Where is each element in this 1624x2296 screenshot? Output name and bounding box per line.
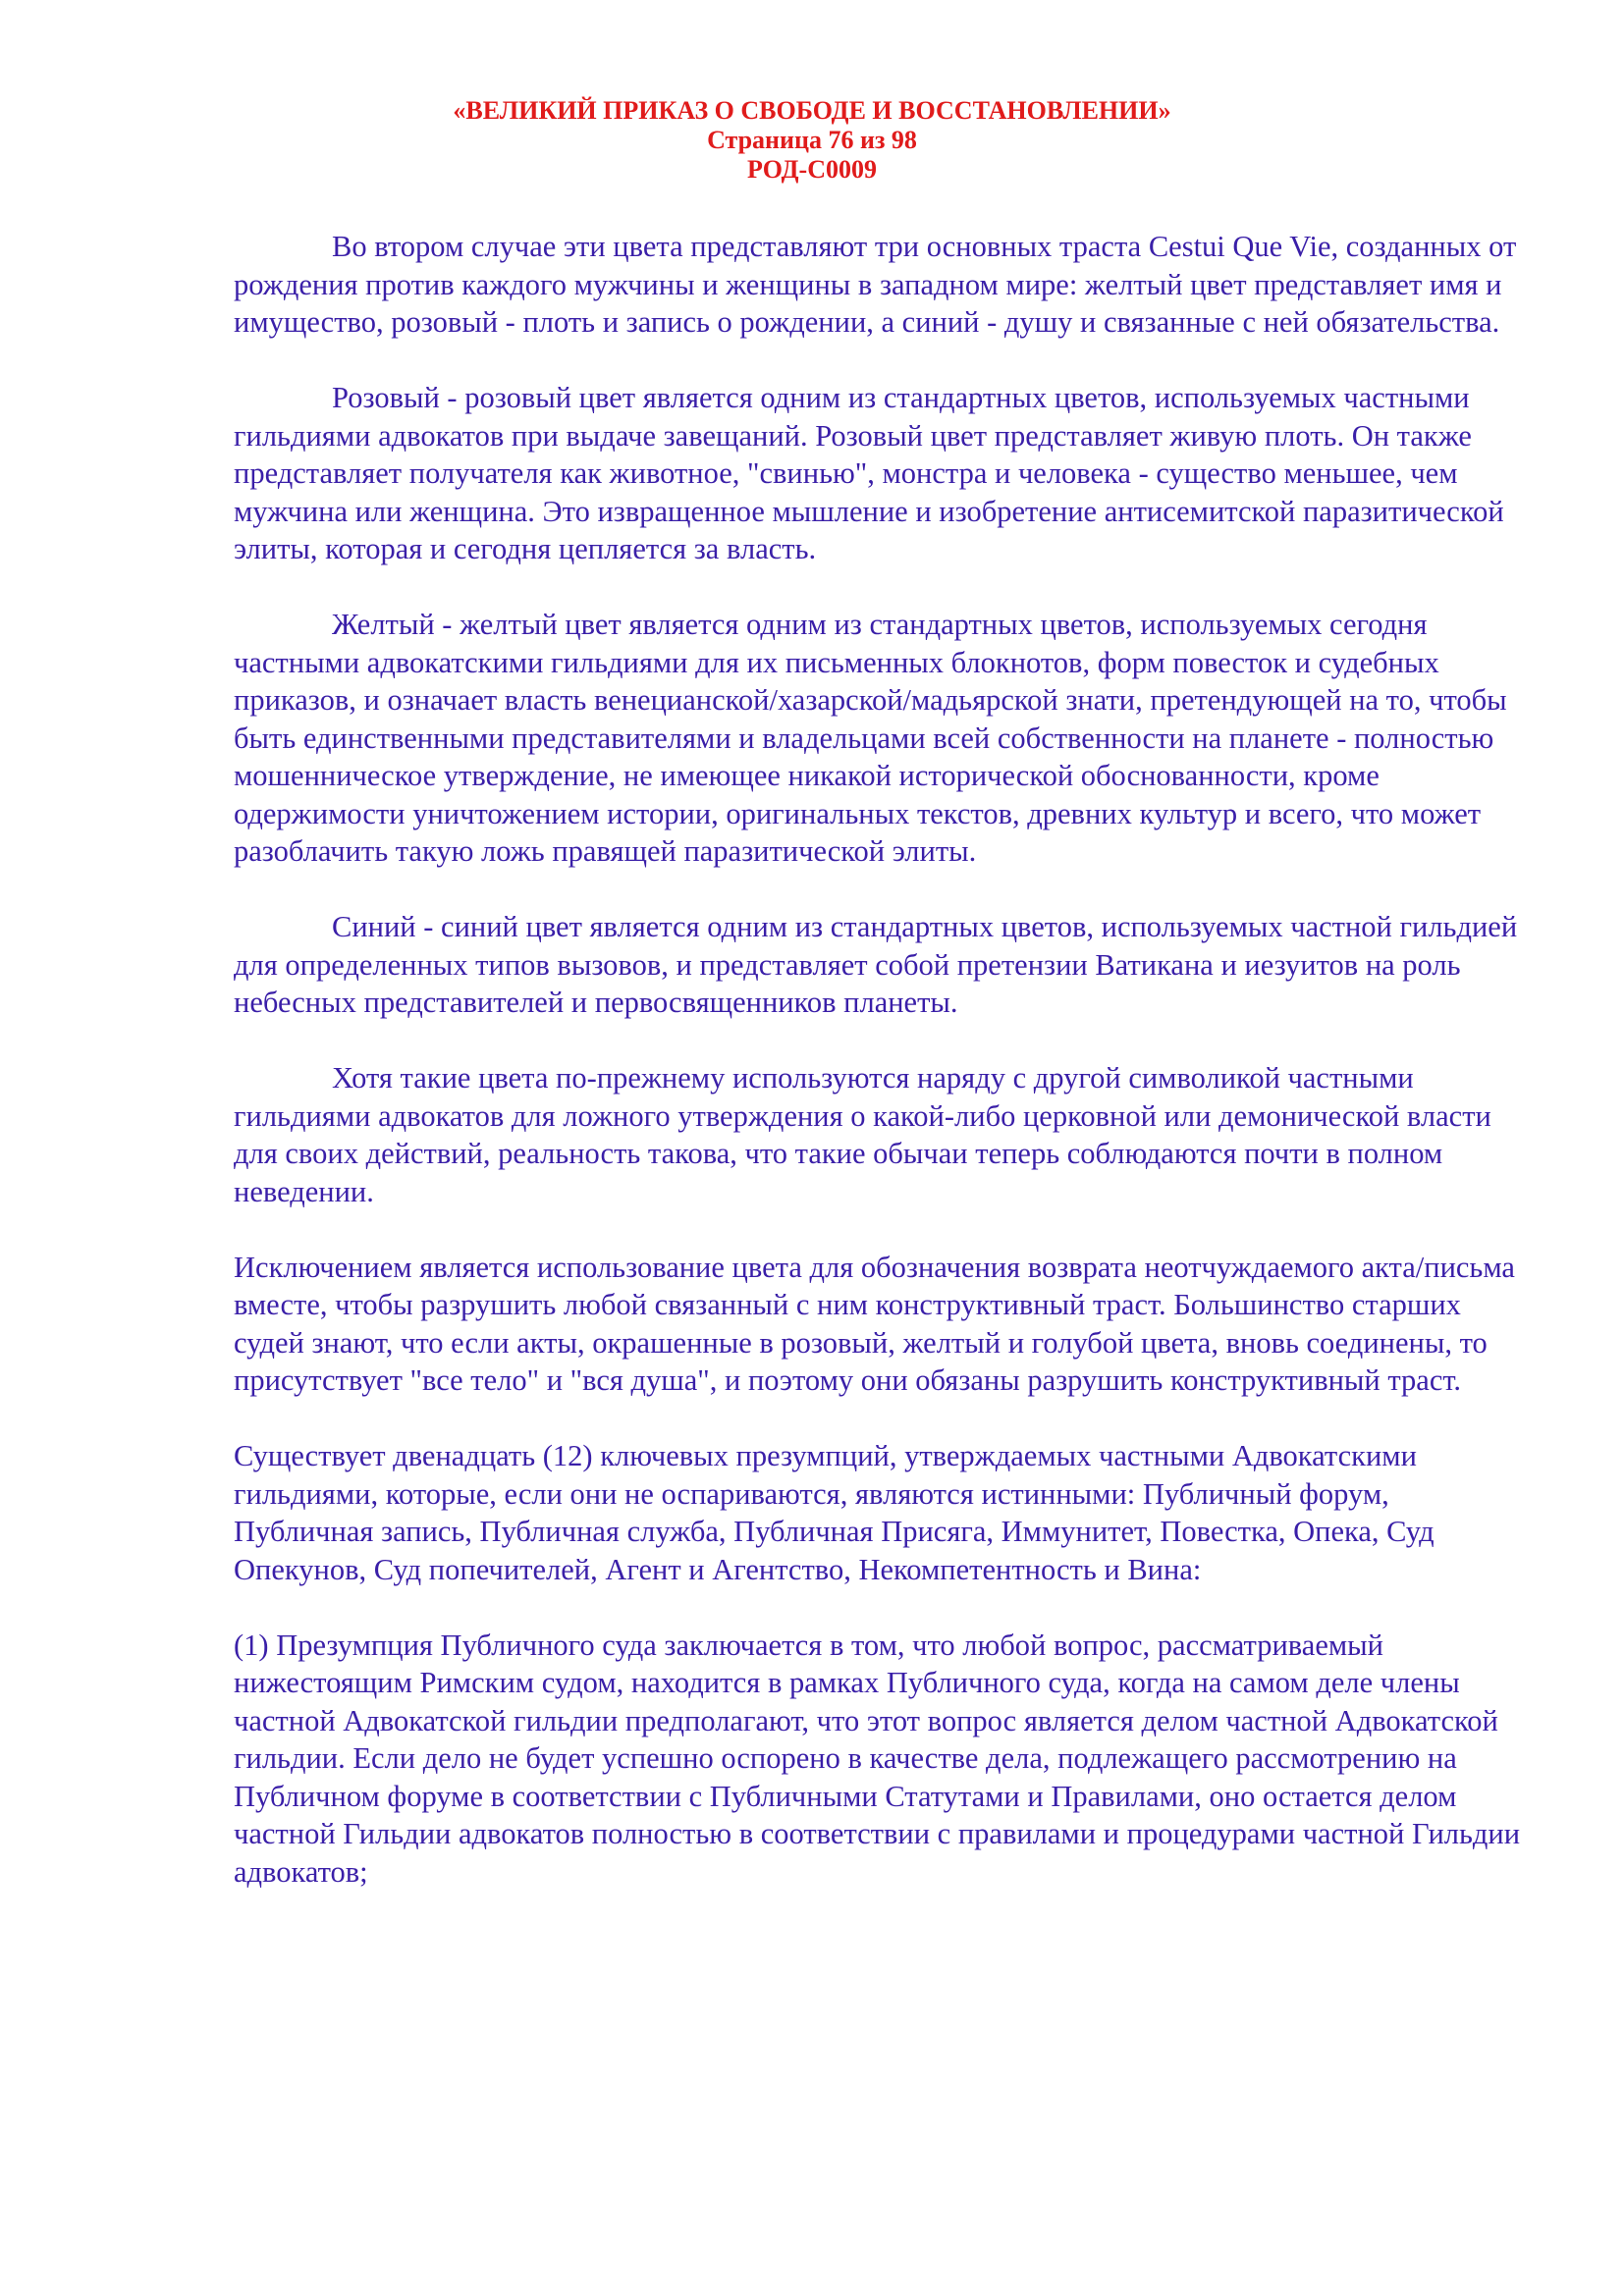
paragraph-pink: Розовый - розовый цвет является одним из стандартных цветов, используемых частными гильдиями адвокатов при выдаче завещаний. Розовый цвет представляет живую плоть. Он также представляет получателя как животное, "свинью", монстра и человека - существо меньшее, чем мужчина или женщина. Это извращенное мышление и изобретение антисемитской паразитической элиты, которая и сегодня цепляется за власть. [234, 381, 1504, 565]
paragraph-symbolism: Хотя такие цвета по-прежнему используются наряду с другой символикой частными гильдиями адвокатов для ложного утверждения о какой-либо церковной или демонической власти для своих действий, реальность такова, что такие обычаи теперь соблюдаются почти в полном неведении. [234, 1061, 1491, 1208]
document-title: «ВЕЛИКИЙ ПРИКАЗ О СВОБОДЕ И ВОССТАНОВЛЕНИИ» [453, 96, 1171, 125]
document-body [234, 228, 1530, 1929]
document-code: РОД-C0009 [747, 155, 877, 184]
page-number: Страница 76 из 98 [707, 126, 917, 154]
paragraph-exception: Исключением является использование цвета для обозначения возврата неотчуждаемого акта/письма вместе, чтобы разрушить любой связанный с ним конструктивный траст. Большинство старших судей знают, что если акты, окрашенные в розовый, желтый и голубой цвета, вновь соединены, то присутствует "все тело" и "вся душа", и поэтому они обязаны разрушить конструктивный траст. [234, 1250, 1515, 1397]
paragraph-yellow: Желтый - желтый цвет является одним из стандартных цветов, используемых сегодня частными адвокатскими гильдиями для их письменных блокнотов, форм повесток и судебных приказов, и означает власть венецианской/хазарской/мадьярской знати, претендующей на то, чтобы быть единственными представителями и владельцами всей собственности на планете - полностью мошенническое утверждение, не имеющее никакой исторической обоснованности, кроме одержимости уничтожением истории, оригинальных текстов, древних культур и всего, что может разоблачить такую ложь правящей паразитической элиты. [234, 608, 1507, 868]
document-header [0, 96, 1624, 185]
paragraph-trusts: Во втором случае эти цвета представляют три основных траста Cestui Que Vie, созданных от рождения против каждого мужчины и женщины в западном мире: желтый цвет представляет имя и имущество, розовый - плоть и запись о рождении, а синий - душу и связанные с ней обязательства. [234, 230, 1517, 339]
paragraph-blue: Синий - синий цвет является одним из стандартных цветов, используемых частной гильдией для определенных типов вызовов, и представляет собой претензии Ватикана и иезуитов на роль небесных представителей и первосвященников планеты. [234, 910, 1518, 1019]
paragraph-presumptions: Существует двенадцать (12) ключевых презумпций, утверждаемых частными Адвокатскими гильдиями, которые, если они не оспариваются, являются истинными: Публичный форум, Публичная запись, Публичная служба, Публичная Присяга, Иммунитет, Повестка, Опека, Суд Опекунов, Суд попечителей, Агент и Агентство, Некомпетентность и Вина: [234, 1439, 1435, 1586]
paragraph-public-court: (1) Презумпция Публичного суда заключается в том, что любой вопрос, рассматриваемый нижестоящим Римским судом, находится в рамках Публичного суда, когда на самом деле члены частной Адвокатской гильдии предполагают, что этот вопрос является делом частной Адвокатской гильдии. Если дело не будет успешно оспорено в качестве дела, подлежащего рассмотрению на Публичном форуме в соответствии с Публичными Статутами и Правилами, оно остается делом частной Гильдии адвокатов полностью в соответствии с правилами и процедурами частной Гильдии адвокатов; [234, 1628, 1521, 1889]
